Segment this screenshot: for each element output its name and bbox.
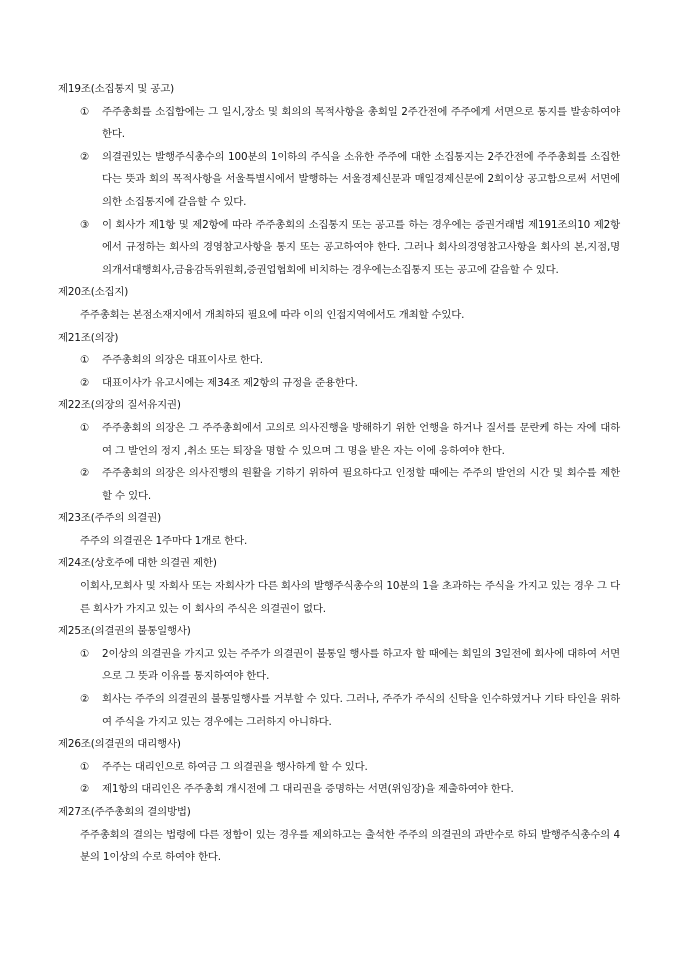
item-number: ②	[80, 467, 90, 480]
item-number: ②	[80, 693, 90, 706]
article-21-heading: 제21조(의장)	[58, 331, 119, 344]
item-text: 제1항의 대리인은 주주총회 개시전에 그 대리권을 증명하는 서면(위임장)을 제출하여야 한다.	[102, 783, 514, 796]
item-text: 주주총회의 의장은 대표이사로 한다.	[102, 354, 263, 367]
item-text: 회사는 주주의 의결권의 불통일행사를 거부할 수 있다. 그러나, 주주가 주식의 신탁을 인수하였거나 기타 타인을 위하여 주식을 가지고 있는 경우에는 그러하지 아니하다.	[102, 693, 620, 728]
item-text: 의결권있는 발행주식총수의 100분의 1이하의 주식을 소유한 주주에 대한 소집통지는 2주간전에 주주총회를 소집한다는 뜻과 회의 목적사항을 서울특별시에서 발행하는 서울경제신문과 매일경제신문에 2회이상 공고함으로써 서면에 의한 소집통지에 갈음할 수 있다.	[102, 150, 620, 208]
item-number: ②	[80, 150, 90, 163]
item-number: ②	[80, 783, 90, 796]
article-19-item-3	[58, 214, 620, 282]
article-19-item-2	[58, 146, 620, 214]
article-23-heading: 제23조(주주의 의결권)	[58, 512, 161, 525]
article-24-body: 이회사,모회사 및 자회사 또는 자회사가 다른 회사의 발행주식총수의 10분의 1을 초과하는 주식을 가지고 있는 경우 그 다른 회사가 가지고 있는 이 회사의 주식은 의결권이 없다.	[80, 580, 620, 615]
article-21-item-2	[58, 372, 620, 395]
article-25-item-1	[58, 643, 620, 688]
article-27-heading: 제27조(주주총회의 결의방법)	[58, 806, 191, 818]
item-text: 주주총회의 의장은 그 주주총회에서 고의로 의사진행을 방해하기 위한 언행을 하거나 질서를 문란케 하는 자에 대하여 그 발언의 정지 ,취소 또는 퇴장을 명할 수 있으며 그 명을 받은 자는 이에 응하여야 한다.	[102, 421, 620, 457]
item-number: ①	[80, 760, 90, 773]
article-24-heading: 제24조(상호주에 대한 의결권 제한)	[58, 557, 217, 570]
article-19-item-1	[58, 101, 620, 146]
article-23-body: 주주의 의결권은 1주마다 1개로 한다.	[80, 534, 248, 547]
item-number: ①	[80, 421, 90, 434]
item-text: 대표이사가 유고시에는 제34조 제2항의 규정을 준용한다.	[102, 376, 358, 389]
article-25-item-2	[58, 688, 620, 733]
article-19-heading: 제19조(소집통지 및 공고)	[58, 83, 175, 95]
item-text: 주주총회의 의장은 의사진행의 원활을 기하기 위하여 필요하다고 인정할 때에는 주주의 발언의 시간 및 회수를 제한할 수 있다.	[102, 467, 620, 502]
article-22-item-2	[58, 462, 620, 507]
document-body	[58, 78, 620, 869]
item-text: 이 회사가 제1항 및 제2항에 따라 주주총회의 소집통지 또는 공고를 하는 경우에는 증권거래법 제191조의10 제2항에서 규정하는 회사의 경영참고사항을 통지 또는 공고하여야 한다. 그러나 회사의경영참고사항을 회사의 본,지점,명의개서대행회사,금융감독위원회,증권업협회에 비치하는 경우에는소집통지 또는 공고에 갈음할 수 있다.	[102, 218, 620, 276]
item-text: 2이상의 의결권을 가지고 있는 주주가 의결권이 불통일 행사를 하고자 할 때에는 회일의 3일전에 회사에 대하여 서면으로 그 뜻과 이유를 통지하여야 한다.	[102, 647, 620, 683]
article-21-item-1	[58, 349, 620, 372]
article-26-heading: 제26조(의결권의 대리행사)	[58, 738, 181, 751]
item-number: ③	[80, 218, 90, 231]
item-number: ②	[80, 376, 90, 389]
article-25-heading: 제25조(의결권의 불통일행사)	[58, 625, 191, 638]
item-number: ①	[80, 354, 90, 367]
article-27-body: 주주총회의 결의는 법령에 다른 정함이 있는 경우를 제외하고는 출석한 주주의 의결권의 과반수로 하되 발행주식총수의 4분의 1이상의 수로 하여야 한다.	[80, 828, 620, 864]
article-22-item-1	[58, 417, 620, 462]
item-number: ①	[80, 647, 90, 660]
article-20-body: 주주총회는 본점소재지에서 개최하되 필요에 따라 이의 인접지역에서도 개최할 수있다.	[80, 308, 465, 321]
item-text: 주주총회를 소집함에는 그 일시,장소 및 회의의 목적사항을 총회일 2주간전에 주주에게 서면으로 통지를 발송하여야 한다.	[102, 105, 620, 141]
article-26-item-2	[58, 778, 620, 801]
article-26-item-1	[58, 756, 620, 779]
article-20-heading: 제20조(소집지)	[58, 286, 129, 299]
item-number: ①	[80, 105, 90, 118]
article-22-heading: 제22조(의장의 질서유지권)	[58, 399, 181, 412]
item-text: 주주는 대리인으로 하여금 그 의결권을 행사하게 할 수 있다.	[102, 760, 368, 773]
